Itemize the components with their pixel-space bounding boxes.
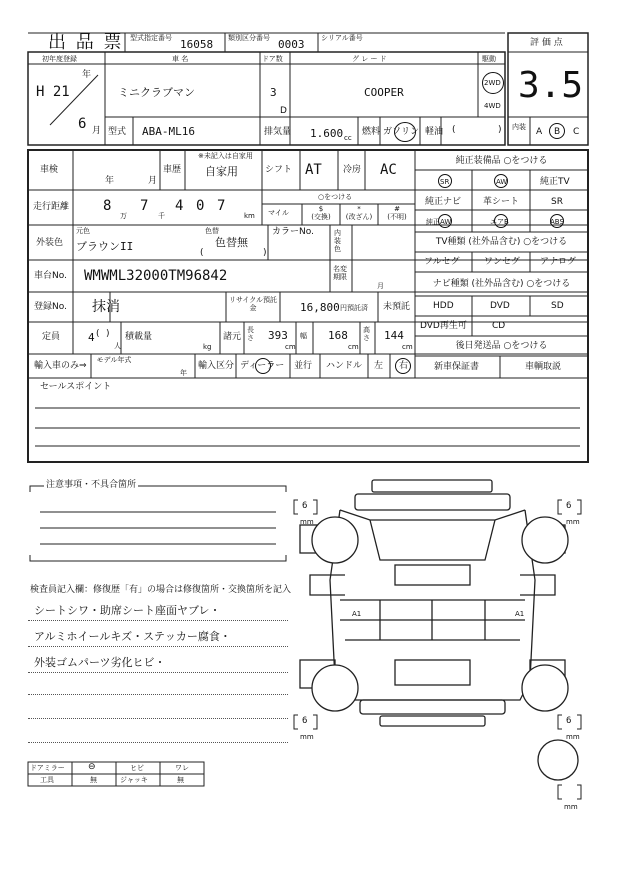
cd-label: CD xyxy=(492,321,506,331)
interior-label: 内装 xyxy=(512,123,526,131)
drive-2wd: 2WD xyxy=(484,79,501,87)
later-items-title: 後日発送品 ○をつける xyxy=(455,341,548,351)
capacity-value: 4 xyxy=(88,331,95,344)
load-kg-unit: kg xyxy=(203,343,212,351)
inspection-month-unit: 月 xyxy=(148,176,158,186)
note-rule-6 xyxy=(28,742,288,743)
tread-spare-unit: mm xyxy=(564,803,578,811)
capacity-paren: ( xyxy=(96,329,100,339)
unpaid-label: 未預託 xyxy=(383,302,411,312)
navi-label: 純正ナビ xyxy=(425,197,462,207)
door-count: 3 xyxy=(270,86,277,99)
caution-label: 注意事項・不具合箇所 xyxy=(46,480,137,490)
sen-unit: 千 xyxy=(158,212,165,220)
note-line-3: 外装ゴムパーツ劣化ヒビ・ xyxy=(34,656,166,669)
note-rule-5 xyxy=(28,718,288,719)
recycle-value: 16,800 xyxy=(300,301,340,314)
handle-right: 右 xyxy=(399,361,409,371)
break-label: ワレ xyxy=(175,764,189,772)
interior-c: C xyxy=(573,127,580,137)
height-label: 高さ xyxy=(363,326,370,342)
import-type-label: 輸入区分 xyxy=(198,361,235,371)
aw2-label: 純正AW xyxy=(426,218,452,226)
man-unit: 万 xyxy=(120,212,127,220)
color-code-label: カラーNo. xyxy=(272,227,314,237)
capacity-label: 定員 xyxy=(42,332,61,342)
type-value: ABA-ML16 xyxy=(142,125,195,138)
manual-label: 車輌取説 xyxy=(525,362,562,372)
door-mirror-mark: ⊖ xyxy=(88,762,96,772)
width-cm: cm xyxy=(348,343,359,351)
swap-label: $ (交換) xyxy=(311,205,331,221)
load-label: 積載量 xyxy=(125,332,153,342)
abs-label: ABS xyxy=(550,218,564,226)
sales-point-label: セールスポイント xyxy=(40,382,112,392)
damage-mark-left: A1 xyxy=(352,610,362,618)
shift-label: シフト xyxy=(265,165,293,175)
recycle-label: リサイクル預託金 xyxy=(228,296,278,312)
doors-label: ドア数 xyxy=(262,55,283,63)
drive-label: 駆動 xyxy=(482,55,496,63)
analog-label: アナログ xyxy=(540,257,577,267)
mileage-digit-1: 8 xyxy=(103,198,112,214)
tread-rl-unit: mm xyxy=(300,733,314,741)
model-year-unit: 年 xyxy=(180,369,187,377)
attach-note: ○をつける xyxy=(318,193,353,201)
sr-label: SR xyxy=(440,178,450,186)
dvd-label: DVD xyxy=(490,301,510,311)
model-designation-label: 型式指定番号 xyxy=(130,34,172,42)
serial-label: シリアル番号 xyxy=(321,34,363,42)
mile-label: マイル xyxy=(268,209,289,217)
tread-fl-unit: mm xyxy=(300,518,314,526)
history-value: 自家用 xyxy=(205,165,238,178)
crack-label: ヒビ xyxy=(130,764,144,772)
original-color-value: ブラウンII xyxy=(76,240,134,253)
tread-fl: 6 xyxy=(302,501,308,511)
fullseg-label: フルセグ xyxy=(424,257,460,267)
first-reg-era: H 21 xyxy=(36,84,70,100)
note-line-1: シートシワ・助席シート座面ヤブレ・ xyxy=(34,604,221,617)
note-line-2: アルミホイールキズ・ステッカー腐食・ xyxy=(34,630,231,643)
reg-no-value: 抹消 xyxy=(92,299,120,315)
color-open-paren: ( xyxy=(200,248,204,258)
car-name: ミニクラブマン xyxy=(118,86,195,99)
genuine-equip-title: 純正装備品 ○をつける xyxy=(455,156,548,166)
car-name-label: 車 名 xyxy=(172,55,189,63)
mileage-digit-5: 7 xyxy=(217,198,226,214)
color-change-value: 色替無 xyxy=(215,236,248,249)
sd-label: SD xyxy=(551,301,564,311)
year-unit: 年 xyxy=(82,70,92,80)
inspector-note: 検査員記入欄：修復歴「有」の場合は修復箇所・交換箇所を記入 xyxy=(30,585,292,595)
history-label: 車歴 xyxy=(163,165,182,175)
handle-label: ハンドル xyxy=(326,361,363,371)
oneseg-label: ワンセグ xyxy=(484,257,521,267)
ac-label: 冷房 xyxy=(343,165,362,175)
length-value: 393 xyxy=(268,329,288,342)
handle-left: 左 xyxy=(374,361,384,371)
size-label: 諸元 xyxy=(223,332,242,342)
ab-label: エアB xyxy=(490,218,509,226)
interior-b: B xyxy=(554,127,561,137)
original-color-label: 元色 xyxy=(76,227,90,235)
diesel-open-paren: ( xyxy=(452,125,456,135)
displacement-value: 1.600 xyxy=(310,127,344,140)
exterior-label: 外装色 xyxy=(36,238,64,248)
note-rule-4 xyxy=(28,694,288,695)
tools-value: 無 xyxy=(90,776,97,784)
color-change-label: 色替 xyxy=(205,227,219,235)
fuel-label: 燃料 xyxy=(362,127,381,137)
sr2-label: SR xyxy=(551,197,563,207)
displacement-unit: cc xyxy=(344,134,352,142)
first-reg-label: 初年度登録 xyxy=(42,55,77,63)
interior-a: A xyxy=(536,127,543,137)
note-rule-3 xyxy=(28,672,288,673)
km-unit: km xyxy=(244,212,255,220)
drive-4wd: 4WD xyxy=(484,102,501,110)
month-unit: 月 xyxy=(92,126,102,136)
dvd-play-label: DVD再生可 xyxy=(420,321,467,331)
door-type: D xyxy=(280,106,287,116)
name-change-month: 月 xyxy=(377,282,384,290)
width-value: 168 xyxy=(328,329,348,342)
rating-label: 評 価 点 xyxy=(530,38,563,48)
diesel-label: 軽油 xyxy=(425,127,444,137)
model-designation-value: 16058 xyxy=(180,38,214,51)
tampered-label: * (改ざん) xyxy=(345,205,373,221)
damage-mark-right: A1 xyxy=(515,610,525,618)
category-value: 0003 xyxy=(278,38,305,51)
door-mirror-label: ドアミラー xyxy=(30,764,65,772)
fuel-value: ガソリン xyxy=(383,127,420,137)
tread-rr-unit: mm xyxy=(566,733,580,741)
capacity-unit: 人 xyxy=(114,342,121,350)
jack-value: 無 xyxy=(177,776,184,784)
aw-label: AW xyxy=(496,178,508,186)
note-rule-1 xyxy=(28,620,288,621)
displacement-label: 排気量 xyxy=(264,127,292,137)
grade-label: グ レ ー ド xyxy=(352,55,387,63)
mileage-digit-3: 4 xyxy=(175,198,184,214)
inspection-year-unit: 年 xyxy=(105,176,115,186)
category-label: 類別区分番号 xyxy=(228,34,270,42)
tools-label: 工具 xyxy=(40,776,54,784)
mileage-digit-4: 0 xyxy=(196,198,205,214)
shift-value: AT xyxy=(305,162,322,178)
vin-value: WMWML32000TM96842 xyxy=(84,268,228,284)
tread-rl: 6 xyxy=(302,716,308,726)
leather-label: 革シート xyxy=(483,197,520,207)
capacity-paren-close: ) xyxy=(106,329,110,339)
model-year-label: モデル年式 xyxy=(96,356,132,364)
first-reg-month: 6 xyxy=(78,116,87,132)
reg-no-label: 登録No. xyxy=(34,302,67,312)
length-cm: cm xyxy=(285,343,296,351)
rating-value: 3.5 xyxy=(518,65,584,106)
height-cm: cm xyxy=(402,343,413,351)
new-warranty-label: 新車保証書 xyxy=(434,362,480,372)
parallel-label: 並行 xyxy=(294,361,313,371)
history-note: ※未記入は自家用 xyxy=(198,152,253,160)
tread-rr: 6 xyxy=(566,716,572,726)
tv-type-title: TV種類 (社外品含む) ○をつける xyxy=(435,237,568,247)
import-type-value: ディーラー xyxy=(240,361,285,371)
diesel-close-paren: ) xyxy=(498,125,502,135)
width-label: 幅 xyxy=(300,332,307,340)
color-close-paren: ) xyxy=(263,248,267,258)
tv-label: 純正TV xyxy=(540,177,570,187)
form-title: 出 品 票 xyxy=(48,32,124,53)
ac-value: AC xyxy=(380,162,397,178)
vin-label: 車台No. xyxy=(34,271,67,281)
navi-type-title: ナビ種類 (社外品含む) ○をつける xyxy=(432,279,571,289)
note-rule-2 xyxy=(28,646,288,647)
inspection-label: 車検 xyxy=(40,165,59,175)
grade-value: COOPER xyxy=(364,86,404,99)
length-label: 長さ xyxy=(247,326,254,342)
interior-color-label: 内装色 xyxy=(334,229,341,253)
height-value: 144 xyxy=(384,329,404,342)
import-label: 輸入車のみ⇒ xyxy=(34,361,87,371)
hdd-label: HDD xyxy=(433,301,454,311)
jack-label: ジャッキ xyxy=(120,776,148,784)
mileage-digit-2: 7 xyxy=(140,198,149,214)
name-change-label: 名変期限 xyxy=(333,265,347,281)
unknown-label: # (不明) xyxy=(387,205,407,221)
recycle-unit: 円預託済 xyxy=(340,304,368,312)
tread-fr: 6 xyxy=(566,501,572,511)
tread-fr-unit: mm xyxy=(566,518,580,526)
type-label: 型式 xyxy=(108,127,127,137)
mileage-label: 走行距離 xyxy=(33,202,70,212)
